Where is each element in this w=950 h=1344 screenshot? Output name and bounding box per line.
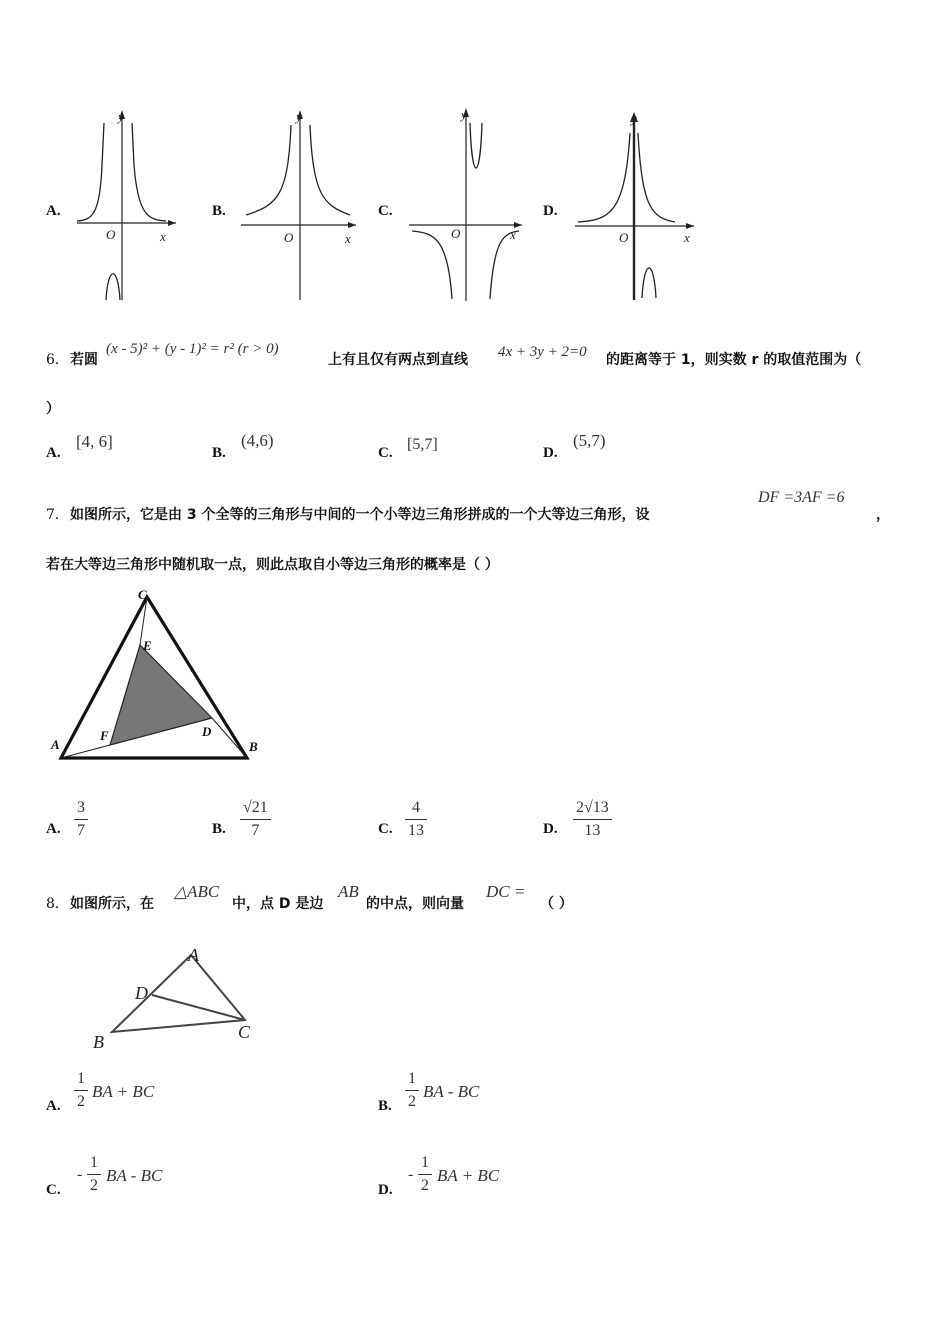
q7-label-a: A (51, 737, 60, 752)
q7-option-d-fraction (573, 799, 612, 840)
q8-option-a-label: A. (46, 1098, 61, 1114)
q8-lead: 如图所示，在 (70, 896, 154, 912)
q5-option-d-label: D. (543, 203, 558, 219)
q5-c-origin: O (451, 226, 461, 241)
q7-option-b-label: B. (212, 821, 226, 837)
q5-b-y-label: y (296, 109, 302, 124)
q8-option-c-sign: - (77, 1166, 83, 1183)
q8-option-c-den: 2 (90, 1177, 98, 1194)
q7-option-a-den: 7 (77, 822, 85, 839)
q6-option-b-label: B. (212, 445, 226, 461)
q6-tail: 的距离等于 1，则实数 r 的取值范围为（ (606, 352, 862, 368)
q7-label-f: F (100, 728, 109, 743)
q8-side: AB (338, 882, 359, 901)
q7-comma: ， (876, 507, 890, 523)
q8-option-d-expr: BA + BC (437, 1166, 500, 1185)
q7-option-d-num: 2√13 (576, 799, 609, 816)
q7-option-c-den: 13 (408, 822, 424, 839)
q5-d-x-label: x (684, 230, 690, 245)
q8-label-d: D (135, 983, 148, 1003)
q7-number: 7． (46, 507, 69, 523)
q8-mid1: 中，点 D 是边 (232, 896, 324, 912)
q6-circle-equation: (x - 5)² + (y - 1)² = r² (r > 0) (106, 341, 279, 357)
q5-b-x-label: x (345, 231, 351, 246)
q7-figure (45, 585, 275, 770)
q7-option-c-label: C. (378, 821, 393, 837)
q8-option-c-fraction (87, 1154, 101, 1195)
q6-mid: 上有且仅有两点到直线 (328, 352, 468, 368)
q7-label-b: B (249, 739, 258, 754)
q8-label-c: C (238, 1022, 251, 1042)
q8-number: 8． (46, 896, 69, 912)
q8-option-a-fraction (74, 1070, 88, 1111)
q8-option-c-expr: BA - BC (106, 1166, 163, 1185)
q7-option-b-num: √21 (243, 799, 268, 816)
q6-option-d-value: (5,7) (573, 431, 606, 450)
q8-option-a-num: 1 (77, 1070, 85, 1087)
q6-option-c-value: [5,7] (407, 436, 438, 453)
q6-line-equation: 4x + 3y + 2=0 (498, 344, 587, 360)
q7-condition: DF =3AF =6 (758, 489, 845, 506)
q6-option-a-label: A. (46, 445, 61, 461)
q7-option-d-label: D. (543, 821, 558, 837)
q8-vector: DC = (486, 882, 526, 901)
q5-a-origin: O (106, 227, 116, 242)
q8-label-b: B (93, 1032, 104, 1052)
q5-a-x-label: x (160, 229, 166, 244)
q8-option-c-num: 1 (90, 1154, 98, 1171)
q6-option-d-label: D. (543, 445, 558, 461)
q7-option-a-fraction (74, 799, 88, 840)
q7-label-d: D (202, 724, 212, 739)
q5-graph-b (238, 105, 363, 305)
q7-option-a-num: 3 (77, 799, 85, 816)
q6-close: ） (46, 401, 60, 417)
q8-mid2: 的中点，则向量 (366, 896, 464, 912)
q5-option-a-label: A. (46, 203, 61, 219)
q8-option-a-expr: BA + BC (92, 1082, 155, 1101)
q8-label-a: A (188, 945, 199, 965)
q8-tail: （ ） (540, 896, 573, 912)
q5-d-origin: O (619, 230, 629, 245)
q7-option-b-den: 7 (251, 822, 260, 839)
q5-option-b-label: B. (212, 203, 226, 219)
q8-option-d-den: 2 (421, 1177, 429, 1194)
q8-option-a-den: 2 (77, 1093, 85, 1110)
q5-graph-d (570, 108, 700, 303)
q8-triangle: △ABC (174, 882, 220, 901)
q5-c-y-label: y (461, 107, 467, 122)
q5-graph-a (72, 105, 182, 305)
q6-number: 6． (46, 352, 69, 368)
q7-label-c: C (138, 587, 147, 602)
q8-option-b-fraction (405, 1070, 419, 1111)
q5-c-x-label: x (510, 227, 516, 242)
q8-option-c-label: C. (46, 1182, 61, 1198)
q8-option-b-expr: BA - BC (423, 1082, 480, 1101)
q6-lead: 若圆 (70, 352, 98, 368)
q5-b-origin: O (284, 230, 294, 245)
q8-option-b-label: B. (378, 1098, 392, 1114)
q7-line1: 如图所示，它是由 3 个全等的三角形与中间的一个小等边三角形拼成的一个大等边三角形，设 (70, 507, 650, 523)
q5-graph-c (404, 103, 529, 303)
q6-option-a-value: [4, 6] (76, 432, 113, 451)
q7-option-a-label: A. (46, 821, 61, 837)
q8-option-d-num: 1 (421, 1154, 429, 1171)
q7-line2: 若在大等边三角形中随机取一点，则此点取自小等边三角形的概率是（ ） (46, 557, 499, 573)
q6-option-c-label: C. (378, 445, 393, 461)
q6-option-b-value: (4,6) (241, 431, 274, 450)
q5-d-y-label: y (631, 111, 637, 126)
q8-option-d-label: D. (378, 1182, 393, 1198)
q8-option-d-fraction (418, 1154, 432, 1195)
q8-option-b-num: 1 (408, 1070, 416, 1087)
q7-label-e: E (143, 638, 152, 653)
q5-option-c-label: C. (378, 203, 393, 219)
q7-option-c-num: 4 (412, 799, 420, 816)
q5-a-y-label: y (118, 109, 124, 124)
q7-option-c-fraction (405, 799, 427, 840)
q7-option-d-den: 13 (584, 822, 601, 839)
q7-option-b-fraction (240, 799, 271, 840)
q8-option-d-sign: - (408, 1166, 414, 1183)
q8-figure (85, 938, 265, 1056)
q8-option-b-den: 2 (408, 1093, 416, 1110)
